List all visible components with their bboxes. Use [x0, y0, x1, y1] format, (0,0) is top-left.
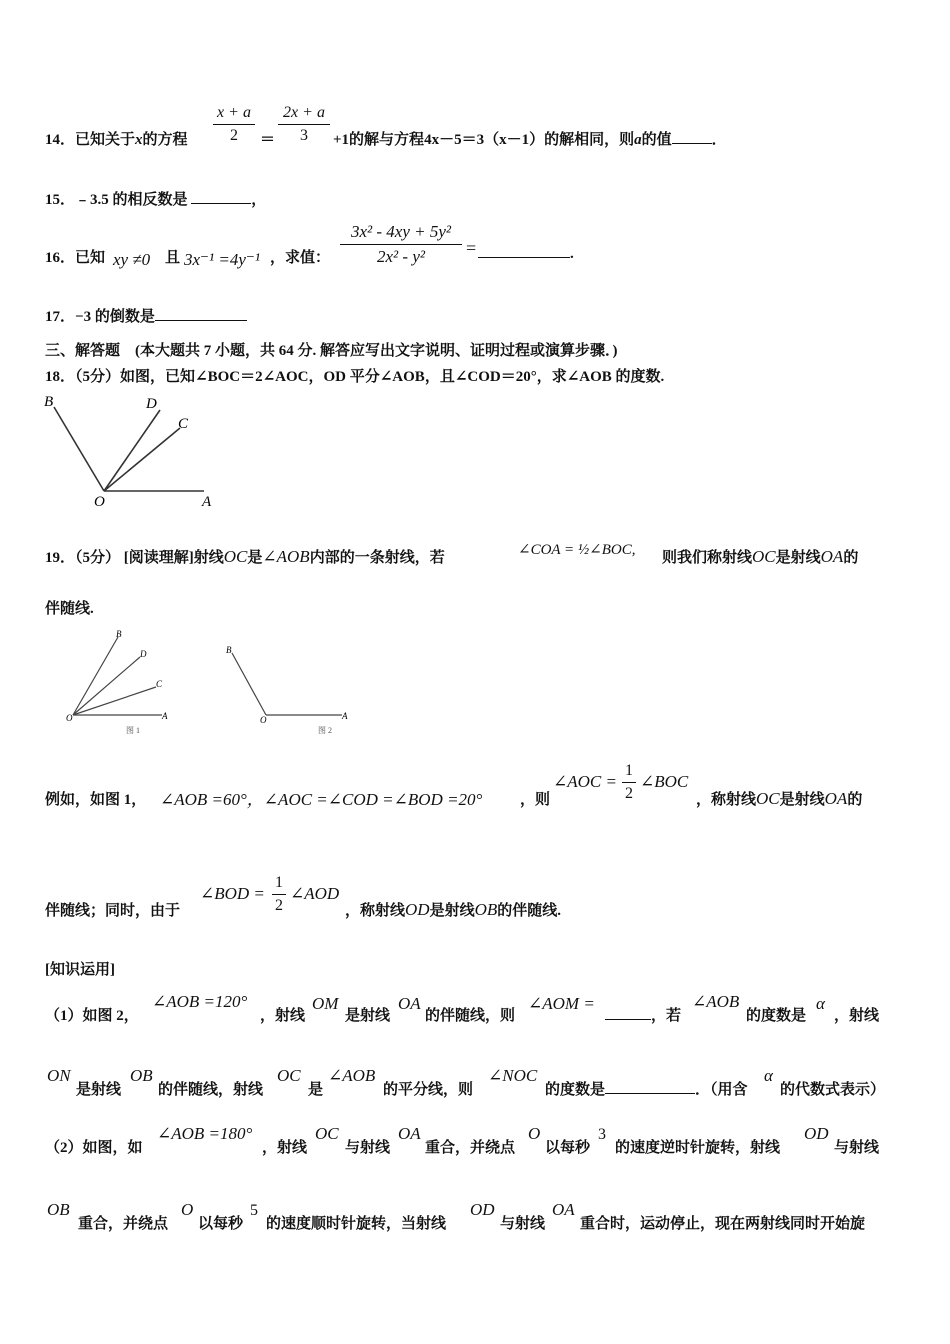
p2b-od: OD — [470, 1200, 495, 1219]
ray-od — [104, 410, 160, 491]
p2-od: OD — [804, 1124, 829, 1143]
p2-o: O — [528, 1124, 541, 1143]
fig1-label-a: A — [162, 711, 168, 721]
p2-coincide: 重合，并绕点 — [425, 1140, 516, 1156]
p1b-aob: ∠AOB — [328, 1066, 376, 1085]
q14: 14．已知关于x的方程 — [45, 132, 188, 148]
p2-intro: （2）如图，如 — [45, 1140, 143, 1156]
p1-degree: 的度数是 — [746, 1008, 807, 1024]
q17-answer-blank[interactable] — [155, 320, 247, 321]
fig1-label-c: C — [156, 679, 163, 689]
p2b-ob: OB — [47, 1200, 70, 1219]
example-end: ，称射线OC是射线OA的 — [696, 789, 863, 808]
example2-half: 1 2 — [272, 874, 286, 915]
fig2-label-a: A — [342, 711, 348, 721]
p1b-answer-blank[interactable] — [605, 1093, 695, 1094]
q19-condition: ∠COA = ½∠BOC, — [518, 542, 636, 558]
knowledge-heading: [知识运用] — [45, 962, 115, 978]
q19-line-1-end: 则我们称射线OC是射线OA的 — [662, 547, 859, 566]
q14-fraction-1: x + a 2 — [213, 104, 255, 145]
p1b-oc: OC — [277, 1066, 301, 1085]
q14-fraction-2: 2x + a 3 — [278, 104, 330, 145]
p1b-ob: OB — [130, 1066, 153, 1085]
q19-figures — [60, 625, 360, 740]
example-math-2-left: ∠AOC = — [553, 772, 617, 791]
ray-oc — [104, 428, 180, 491]
p1-ray: ，射线 — [260, 1008, 306, 1024]
q18-figure — [40, 390, 230, 515]
p1b-is-ray: 是射线 — [76, 1082, 122, 1098]
p2-speed-3: 3 — [598, 1126, 606, 1143]
p2-oa: OA — [398, 1124, 421, 1143]
label-a: A — [202, 494, 212, 510]
p1-oa: OA — [398, 994, 421, 1013]
p2b-oa: OA — [552, 1200, 575, 1219]
example2-math-left: ∠BOD = — [200, 884, 265, 903]
p1b-bisector: 的平分线，则 — [383, 1082, 474, 1098]
fig1-label-b: B — [116, 629, 122, 639]
q19-line-1: 19．（5分） [阅读理解]射线OC是∠AOB内部的一条射线，若 — [45, 547, 445, 566]
p1-math-1: ∠AOB =120° — [152, 992, 248, 1011]
label-o: O — [94, 494, 105, 510]
p1-om: OM — [312, 994, 339, 1013]
p1b-alpha: α — [764, 1066, 773, 1085]
p1-math-3: ∠AOB — [692, 992, 740, 1011]
p2b-with-ray: 与射线 — [500, 1216, 546, 1232]
label-c: C — [178, 416, 189, 432]
example-math-1: ∠AOB =60°，∠AOC =∠COD =∠BOD =20° — [160, 790, 483, 809]
p1-alpha: α — [816, 994, 825, 1013]
q15: 15．﹣3.5 的相反数是 ， — [45, 192, 267, 208]
q16-answer-blank[interactable] — [478, 257, 570, 258]
p2-ray: ，射线 — [262, 1140, 308, 1156]
p2b-per-second: 以每秒 — [198, 1216, 244, 1232]
fig1-label-d: D — [140, 649, 147, 659]
p2b-coincide: 重合，并绕点 — [78, 1216, 169, 1232]
q15-answer-blank[interactable] — [191, 203, 251, 204]
p2-per-second: 以每秒 — [545, 1140, 591, 1156]
p2-with-ray-end: 与射线 — [834, 1140, 880, 1156]
p2b-cw: 的速度顺时针旋转，当射线 — [266, 1216, 447, 1232]
p1b-is: 是 — [308, 1082, 324, 1098]
p1-blank-wrap: ，若 — [605, 1004, 681, 1025]
p1b-companion: 的伴随线，射线 — [158, 1082, 264, 1098]
fig2-label-o: O — [260, 715, 267, 725]
p2-math-1: ∠AOB =180° — [157, 1124, 253, 1143]
q16-and: 且 — [165, 250, 181, 266]
p2b-speed-5: 5 — [250, 1202, 258, 1219]
p1-answer-blank-1[interactable] — [605, 1019, 651, 1020]
section-3-heading: 三、解答题 (本大题共 7 小题，共 64 分. 解答应写出文字说明、证明过程或演算步骤．) — [45, 343, 618, 359]
p2-ccw: 的速度逆时针旋转，射线 — [615, 1140, 781, 1156]
q14-rest: +1的解与方程4x－5＝3（x－1）的解相同，则a的值 ． — [333, 132, 727, 148]
p1b-noc: ∠NOC — [488, 1066, 538, 1085]
fig2-label-b: B — [226, 645, 232, 655]
example2-intro: 伴随线；同时，由于 — [45, 903, 181, 919]
q17: 17．−3 的倒数是 — [45, 305, 247, 326]
q16-fraction: 3x² - 4xy + 5y² 2x² - y² — [340, 222, 462, 267]
ray-ob — [54, 407, 104, 491]
q18: 18．（5分）如图，已知∠BOC＝2∠AOC，OD 平分∠AOB，且∠COD＝20°，求∠AOB 的度数. — [45, 369, 665, 385]
q16-blank-wrap: . — [478, 246, 574, 263]
p1-intro: （1）如图 2， — [45, 1008, 139, 1024]
q19-line-2: 伴随线. — [45, 601, 94, 617]
p1-ray-end: ，射线 — [834, 1008, 880, 1024]
p2b-end: 重合时，运动停止，现在两射线同时开始旋 — [580, 1216, 866, 1232]
example-half: 1 2 — [622, 762, 636, 803]
p2b-o: O — [181, 1200, 194, 1219]
p1-is-ray: 是射线 — [345, 1008, 391, 1024]
p1-math-2: ∠AOM = — [528, 994, 595, 1013]
q16-ask: ，求值： — [270, 250, 331, 266]
example-intro: 例如，如图 1， — [45, 792, 147, 808]
example-math-2-right: ∠BOC — [640, 772, 689, 791]
label-d: D — [146, 396, 157, 412]
q16-equals: = — [466, 238, 477, 258]
fig2-caption: 图 2 — [318, 726, 332, 735]
fig1-label-o: O — [66, 713, 73, 723]
label-b: B — [44, 394, 54, 410]
fig1-caption: 图 1 — [126, 726, 140, 735]
example2-math-right: ∠AOD — [290, 884, 340, 903]
p1-companion: 的伴随线，则 — [425, 1008, 516, 1024]
p1b-on: ON — [47, 1066, 71, 1085]
p2-with-ray: 与射线 — [345, 1140, 391, 1156]
q16-condition-2: 3x⁻¹ =4y⁻¹ — [184, 250, 260, 269]
example2-end: ，称射线OD是射线OB的伴随线. — [345, 900, 562, 919]
q14-answer-blank[interactable] — [672, 143, 712, 144]
p1b-end: 的度数是 ．（用含 — [545, 1082, 748, 1098]
p1b-hint: 的代数式表示） — [780, 1082, 886, 1098]
example-then: ，则 — [520, 792, 551, 808]
q16-condition-1: xy ≠0 — [113, 250, 151, 269]
q14-equals: ＝ — [260, 132, 276, 148]
q16: 16．已知 — [45, 250, 106, 266]
p2-oc: OC — [315, 1124, 339, 1143]
